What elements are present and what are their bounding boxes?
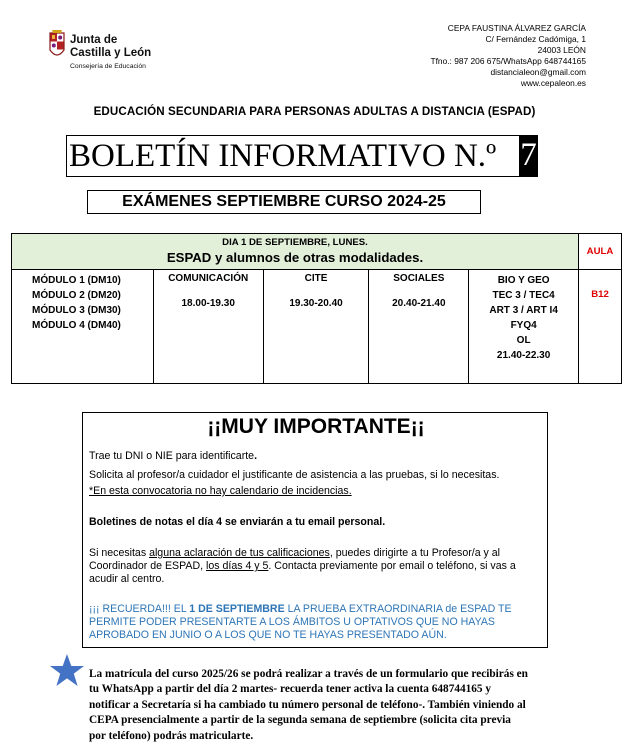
incidencias-notice: *En esta convocatoria no hay calendario de incidencias. [89, 485, 352, 497]
bio-line: TEC 3 / TEC4 [492, 290, 555, 301]
module-item: MÓDULO 4 (DM40) [32, 320, 121, 331]
coat-of-arms-icon [48, 30, 66, 60]
aclaracion-days: los días 4 y 5 [206, 560, 269, 573]
boletines-notice: Boletines de notas el día 4 se enviarán a tu email personal. [89, 516, 386, 528]
recuerda-notice [89, 603, 541, 643]
bio-geo-cell [469, 270, 579, 384]
recuerda-post: LA PRUEBA EXTRAORDINARIA de ESPAD TE PERMITE PODER PRESENTARTE A LOS ÁMBITOS U OPTATIVOS QUE NO HAYAS APROBADO EN JUNIO O A LOS QUE NO TE HAYAS PRESENTADO AÚN. [89, 603, 512, 642]
aclaracion-link: alguna aclaración de tus calificaciones [149, 547, 330, 559]
address-line[interactable]: distancialeon@gmail.com [490, 67, 586, 77]
bio-line: BIO Y GEO [497, 275, 550, 286]
address-line: Tfno.: 987 206 675/WhatsApp 648744165 [430, 56, 586, 66]
module-item: MÓDULO 2 (DM20) [32, 290, 121, 301]
room-cell: B12 [579, 270, 622, 384]
column-title: CITE [304, 273, 328, 284]
bio-line: OL [516, 335, 531, 346]
dni-notice [89, 450, 541, 463]
dni-dot: . [254, 450, 258, 462]
aclaracion-post: . Contacta previamente por email o teléfono, si vas a acudir al centro. [89, 560, 516, 586]
address-line: C/ Fernández Cadómiga, 1 [485, 34, 586, 44]
exams-title: EXÁMENES SEPTIEMBRE CURSO 2024-25 [87, 190, 481, 214]
column-title: COMUNICACIÓN [168, 273, 249, 284]
aula-header: AULA [579, 234, 622, 270]
recuerda-date: 1 DE SEPTIEMBRE [189, 603, 285, 615]
bulletin-number: 7 [519, 135, 538, 176]
junta-logo [48, 30, 198, 74]
schedule-subtitle: ESPAD y alumnos de otras modalidades. [166, 250, 424, 265]
comunicacion-cell [153, 270, 263, 384]
important-title: ¡¡MUY IMPORTANTE¡¡ [207, 415, 425, 438]
bio-line: FYQ4 [510, 320, 537, 331]
matricula-notice: La matrícula del curso 2025/26 se podrá realizar a través de un formulario que recibirás en tu WhatsApp a partir del día 2 martes- recuerda tener activa la cuenta 648744165 y notificar a Secretaría si ha cambiado tu número personal de teléfono-. También viniendo al CEPA presencialmente a partir de la segunda semana de septiembre (solicita cita previa por teléfono) podrás matricularte. [89, 668, 528, 742]
star-icon [49, 653, 85, 689]
center-address [330, 23, 586, 89]
table-row [12, 270, 622, 384]
aclaracion-notice [89, 547, 541, 587]
logo-line-1: Junta de [70, 34, 118, 46]
module-item: MÓDULO 1 (DM10) [32, 275, 121, 286]
column-title: SOCIALES [393, 273, 445, 284]
logo-line-2: Castilla y León [70, 47, 152, 59]
modules-cell [12, 270, 154, 384]
column-time: 18.00-19.30 [181, 298, 235, 309]
exam-schedule-table [11, 233, 622, 384]
program-title: EDUCACIÓN SECUNDARIA PARA PERSONAS ADULTAS A DISTANCIA (ESPAD) [93, 105, 536, 118]
logo-line-3: Consejería de Educación [70, 63, 146, 70]
sociales-cell [369, 270, 469, 384]
aclaracion-pre: Si necesitas [89, 547, 150, 559]
table-header-row [12, 234, 622, 270]
address-line[interactable]: www.cepaleon.es [520, 78, 586, 88]
important-box [82, 412, 548, 648]
column-time: 20.40-21.40 [392, 298, 446, 309]
cite-cell [263, 270, 369, 384]
bio-line: 21.40-22.30 [496, 350, 551, 361]
schedule-date: DIA 1 DE SEPTIEMBRE, LUNES. [222, 237, 368, 248]
column-time: 19.30-20.40 [289, 298, 343, 309]
module-item: MÓDULO 3 (DM30) [32, 305, 121, 316]
justificante-notice: Solicita al profesor/a cuidador el justificante de asistencia a las pruebas, si lo necesitas. [89, 469, 500, 481]
dni-text: Trae tu DNI o NIE para identificarte [89, 450, 255, 462]
address-line: CEPA FAUSTINA ÁLVAREZ GARCÍA [447, 23, 586, 33]
bulletin-title [66, 135, 538, 177]
recuerda-pre: ¡¡¡ RECUERDA!!! EL [89, 603, 190, 615]
address-line: 24003 LEÓN [537, 45, 586, 55]
schedule-header [12, 234, 579, 270]
bulletin-title-text: BOLETÍN INFORMATIVO N.º [69, 138, 497, 174]
aclaracion-mid: , puedes dirigirte a tu Profesor/a y al Coordinador de ESPAD, [89, 547, 501, 573]
bio-line: ART 3 / ART I4 [489, 305, 558, 316]
